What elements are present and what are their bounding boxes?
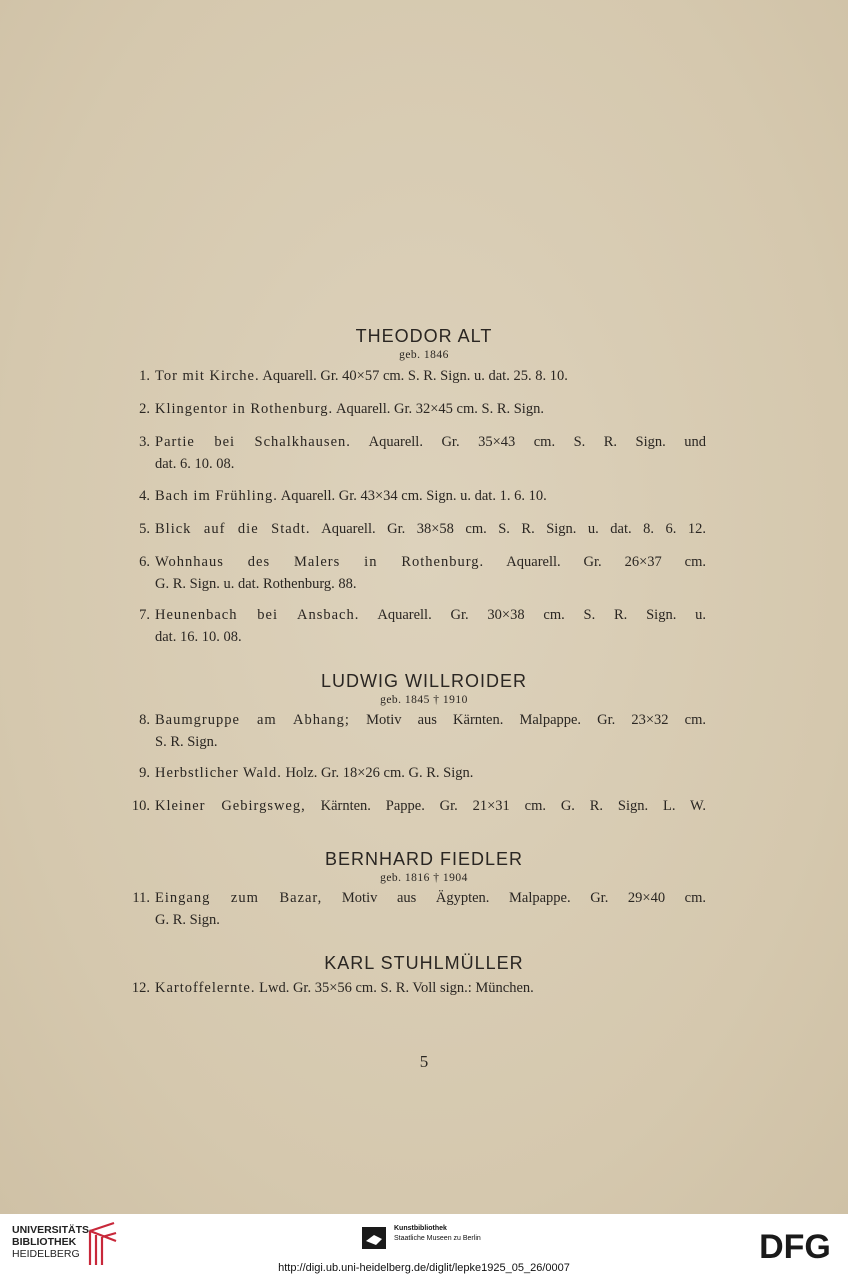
entry-number: 4. [139, 488, 150, 504]
entry-number: 1. [139, 368, 150, 384]
entry-title: Heunenbach bei Ansbach. [155, 607, 360, 623]
entry-title: Klingentor in Rothenburg. [155, 401, 334, 417]
entry-number: 11. [132, 890, 150, 906]
entry-number: 9. [139, 765, 150, 781]
artist-heading: KARL STUHLMÜLLER [324, 953, 524, 973]
entry-details-cont: S. R. Sign. [155, 734, 218, 750]
entry-details-cont: G. R. Sign. u. dat. Rothenburg. 88. [155, 576, 357, 592]
kb-line-2: Staatliche Museen zu Berlin [394, 1235, 481, 1242]
entry-details: Kärnten. Pappe. Gr. 21×31 cm. G. R. Sign. L. W. [320, 798, 707, 814]
entry-details: Aquarell. Gr. 30×38 cm. S. R. Sign. u. [377, 607, 706, 623]
entry-details: Motiv aus Ägypten. Malpappe. Gr. 29×40 cm. [341, 890, 707, 906]
dfg-logo[interactable] [753, 1228, 837, 1262]
entry-details: Lwd. Gr. 35×56 cm. S. R. Voll sign.: München. [259, 980, 534, 996]
entry-details-cont: dat. 6. 10. 08. [155, 456, 235, 472]
entry-details: Aquarell. Gr. 40×57 cm. S. R. Sign. u. dat. 25. 8. 10. [262, 368, 568, 384]
entry-title: Baumgruppe am Abhang; [155, 712, 350, 728]
entry-title: Herbstlicher Wald. [155, 765, 282, 781]
entry-number: 7. [139, 607, 150, 623]
entry-details: Aquarell. Gr. 26×37 cm. [506, 554, 706, 570]
entry-number: 10. [131, 798, 150, 814]
entry-number: 8. [139, 712, 150, 728]
kunstbibliothek-icon [362, 1227, 386, 1249]
entry-details: Aquarell. Gr. 43×34 cm. Sign. u. dat. 1. 6. 10. [280, 488, 547, 504]
ub-line-3: HEIDELBERG [12, 1248, 80, 1260]
entry-number: 6. [139, 554, 150, 570]
university-library-logo-text[interactable] [12, 1224, 93, 1260]
ub-line-2: BIBLIOTHEK [12, 1236, 77, 1248]
dfg-logo-text: DFG [759, 1228, 831, 1262]
entry-details: Holz. Gr. 18×26 cm. G. R. Sign. [285, 765, 474, 781]
entry-details-cont: G. R. Sign. [155, 912, 220, 928]
entry-title: Tor mit Kirche. [155, 368, 260, 384]
entry-number: 12. [131, 980, 150, 996]
ub-line-1: UNIVERSITÄTS- [12, 1224, 93, 1236]
entry-number: 5. [139, 521, 150, 537]
artist-dates: geb. 1845 † 1910 [380, 694, 468, 706]
entry-title: Partie bei Schalkhausen. [155, 434, 351, 450]
kb-line-1: Kunstbibliothek [394, 1225, 447, 1232]
ub-logo-icon [86, 1221, 120, 1267]
entry-details: Motiv aus Kärnten. Malpappe. Gr. 23×32 cm. [366, 712, 706, 728]
entry-number: 2. [139, 401, 150, 417]
entry-title: Wohnhaus des Malers in Rothenburg. [155, 554, 485, 570]
entry-title: Kartoffelernte. [155, 980, 256, 996]
permalink-url[interactable]: http://digi.ub.uni-heidelberg.de/diglit/lepke1925_05_26/0007 [278, 1262, 570, 1274]
entry-details: Aquarell. Gr. 38×58 cm. S. R. Sign. u. dat. 8. 6. 12. [321, 521, 706, 537]
entry-number: 3. [139, 434, 150, 450]
artist-heading: BERNHARD FIEDLER [324, 849, 524, 869]
entry-title: Bach im Frühling. [155, 488, 278, 504]
entry-details-cont: dat. 16. 10. 08. [155, 629, 242, 645]
entry-title: Blick auf die Stadt. [155, 521, 311, 537]
entry-title: Kleiner Gebirgsweg, [155, 798, 306, 814]
artist-dates: geb. 1816 † 1904 [380, 872, 468, 884]
artist-heading: LUDWIG WILLROIDER [320, 671, 528, 691]
artist-heading: THEODOR ALT [355, 326, 493, 346]
entry-details: Aquarell. Gr. 35×43 cm. S. R. Sign. und [368, 434, 707, 450]
entry-title: Eingang zum Bazar, [155, 890, 323, 906]
entry-details: Aquarell. Gr. 32×45 cm. S. R. Sign. [336, 401, 544, 417]
artist-dates: geb. 1846 [399, 349, 449, 361]
page-number: 5 [419, 1052, 429, 1071]
